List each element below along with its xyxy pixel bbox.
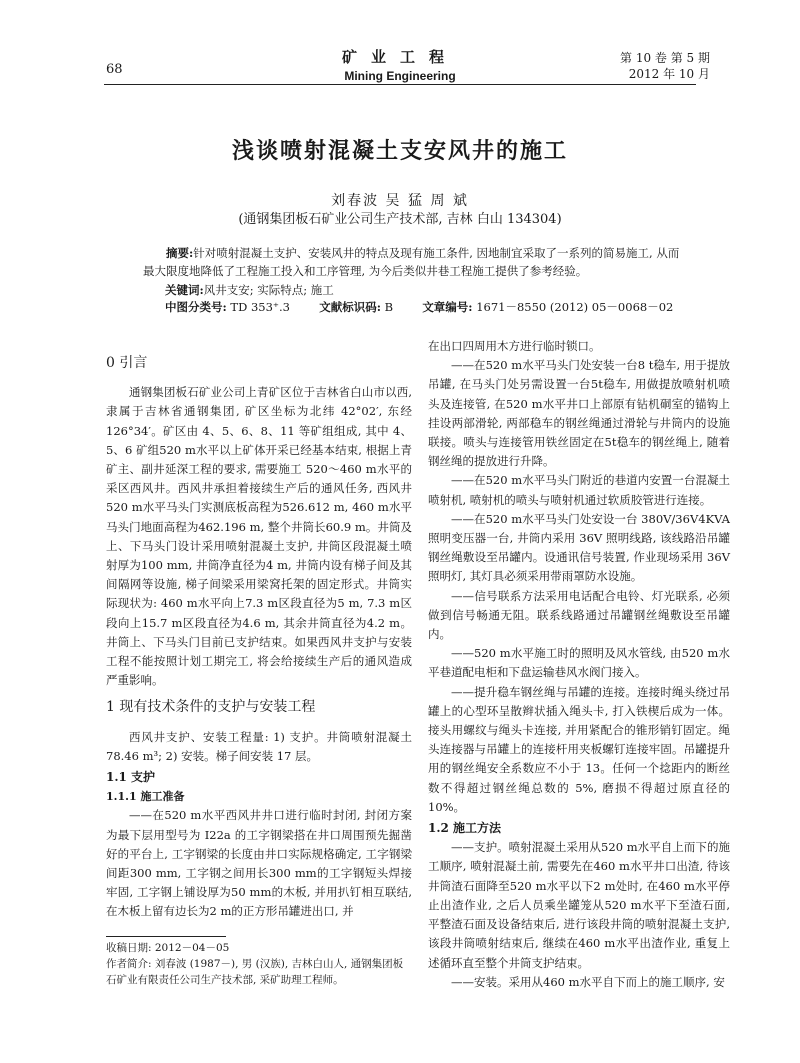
- subsection-heading-1-2: 1.2 施工方法: [428, 821, 502, 836]
- paragraph: ——在520 m水平马头门附近的巷道内安置一台混凝土喷射机, 喷射机的喷头与喷射机通过软质胶管进行连接。: [428, 473, 730, 507]
- article-no-value: 1671－8550 (2012) 05－0068－02: [476, 300, 674, 314]
- volume-issue: 第 10 卷 第 5 期: [620, 51, 710, 65]
- journal-title-en: Mining Engineering: [344, 69, 456, 83]
- header-rule: [104, 84, 696, 85]
- right-column: [428, 337, 730, 992]
- doc-code-value: B: [384, 300, 394, 314]
- keywords: [165, 282, 334, 298]
- paragraph: ——在520 m水平马头门处安装一台8 t稳车, 用于提放吊罐, 在马头门处另需设置一台5t稳车, 用做提放喷射机喷头及连接管, 在520 m水平井口上部原有钻机硐室的锚钩上挂设两部滑轮, 两部稳车的钢丝绳通过滑轮与井筒内的设施联接。喷头与连接管用铁丝固定在5t稳车的钢丝绳上, 随着钢丝绳的提放进行升降。: [428, 358, 730, 469]
- classification-line: [165, 299, 673, 315]
- paragraph: ——安装。采用从460 m水平自下而上的施工顺序, 安: [451, 974, 725, 989]
- keywords-label: 关键词:: [165, 283, 204, 297]
- author-bio: 作者简介: 刘春波 (1987－), 男 (汉族), 吉林白山人, 通钢集团板石矿业有限责任公司生产技术部, 采矿助理工程师。: [106, 958, 404, 986]
- clc-label: 中图分类号:: [165, 300, 227, 314]
- section-heading-1: 1 现有技术条件的支护与安装工程: [106, 699, 316, 716]
- subsubsection-heading-1-1-1: 1.1.1 施工准备: [106, 790, 185, 804]
- footnote-rule: [106, 936, 226, 937]
- article-no-label: 文章编号:: [422, 300, 473, 314]
- section-heading-intro: 0 引言: [106, 355, 148, 371]
- issue-info: [620, 50, 710, 82]
- paragraph: ——支护。喷射混凝土采用从520 m水平自上而下的施工顺序, 喷射混凝土前, 需要先在460 m水平井口出渣, 待该井筒渣石面降至520 m水平以下2 m处时, 在460 m水平停止出渣作业, 之后人员乘坐罐笼从520 m水平下至渣石面, 平整渣石面及设备结束后, 进行该段井筒的喷射混凝土支护, 该段井筒喷射结束后, 继续在460 m水平出渣作业, 重复上述循环直至整个井筒支护结束。: [428, 840, 730, 970]
- abstract: [143, 244, 683, 280]
- subsection-heading-1-1: 1.1 支护: [106, 770, 156, 785]
- paragraph: 在出口四周用木方进行临时锁口。: [428, 339, 601, 353]
- page-number: 68: [106, 62, 123, 77]
- journal-title-cn: 矿业工程: [341, 48, 458, 66]
- keywords-text: 风井支安; 实际特点; 施工: [203, 283, 334, 297]
- paragraph: ——520 m水平施工时的照明及风水管线, 由520 m水平巷道配电柜和下盘运输巷风水阀门接入。: [428, 646, 730, 680]
- paragraph: ——提升稳车钢丝绳与吊罐的连接。连接时绳头绕过吊罐上的心型环呈散辫状插入绳头卡, 打入铁楔后成为一体。接头用螺纹与绳头卡连接, 并用紧配合的锥形销钉固定。绳头连接器与吊罐上的连接杆用夹板螺钉连接牢固。吊罐提升用的钢丝绳安全系数应不小于 13。任何一个捻距内的断丝数不得超过钢丝绳总数的 5%, 磨损不得超过原直径的 10%。: [428, 684, 730, 814]
- article-affiliation: (通钢集团板石矿业公司生产技术部, 吉林 白山 134304): [238, 212, 562, 227]
- article-title: 浅谈喷射混凝土支安风井的施工: [231, 138, 568, 164]
- abstract-text: 针对喷射混凝土支护、安装风井的特点及现有施工条件, 因地制宜采取了一系列的简易施工, 从而最大限度地降低了工程施工投入和工序管理, 为今后类似井巷工程施工提供了参考经验。: [143, 246, 680, 278]
- paragraph: 西风井支护、安装工程量: 1) 支护。井筒喷射混凝土 78.46 m³; 2) 安装。梯子间安装 17 层。: [106, 729, 412, 763]
- paragraph: ——在520 m水平马头门处安设一台 380V/36V4KVA 照明变压器一台, 井筒内采用 36V 照明线路, 该线路沿吊罐钢丝绳敷设至吊罐内。设通讯信号装置, 作业现场采用 36V 照明灯, 其灯具必须采用带雨罩防水设施。: [428, 511, 730, 584]
- doc-code-label: 文献标识码:: [319, 300, 381, 314]
- received-date: 收稿日期: 2012－04－05: [106, 942, 230, 954]
- abstract-label: 摘要:: [166, 246, 194, 260]
- paragraph: ——在520 m水平西风井井口进行临时封闭, 封闭方案为最下层用型号为 I22a 的工字钢梁搭在井口周围预先掘凿好的平台上, 工字钢梁的长度由井口实际规格确定, 工字钢梁间距300 mm, 工字钢之间用长300 mm的工字钢短头焊接牢固, 工字钢上铺设厚为50 mm的木板, 并用扒钉相互联结, 在木板上留有边长为2 m的正方形吊罐进出口, 并: [106, 808, 412, 919]
- left-column: [106, 350, 412, 922]
- clc-value: TD 353⁺.3: [230, 300, 290, 314]
- paragraph: 通钢集团板石矿业公司上青矿区位于吉林省白山市以西, 隶属于吉林省通钢集团, 矿区坐标为北纬 42°02′, 东经 126°34′。矿区由 4、5、6、8、11 等矿组组成, 其中 4、5、6 矿组520 m水平以上矿体开采已经基本结束, 根据上青矿主、副井延深工程的要求, 需要施工 520～460 m水平的采区西风井。西风井承担着接续生产后的通风任务, 西风井520 m水平马头门实测底板高程为526.612 m, 460 m水平马头门地面高程为462.196 m, 整个井筒长60.9 m。井筒及上、下马头门设计采用喷射混凝土支护, 井筒区段混凝土喷射厚为100 mm, 井筒净直径为4 m, 井筒内设有梯子间及其间隔网等设施, 梯子间梁采用梁窝托架的固定形式。井筒实际现状为: 460 m水平向上7.3 m区段直径为5 m, 7.3 m区段向上15.7 m区段直径为4.6 m, 其余井筒直径为4.2 m。井筒上、下马头门目前已支护结束。如果西风井支护与安装工程不能按照计划工期完工, 将会给接续生产后的通风造成严重影响。: [106, 385, 412, 688]
- footnote: [106, 940, 412, 988]
- paragraph: ——信号联系方法采用电话配合电铃、灯光联系, 必须做到信号畅通无阻。联系线路通过吊罐钢丝绳敷设至吊罐内。: [428, 588, 730, 642]
- article-authors: 刘春波 吴 猛 周 斌: [331, 193, 469, 209]
- issue-date: 2012 年 10 月: [628, 67, 710, 81]
